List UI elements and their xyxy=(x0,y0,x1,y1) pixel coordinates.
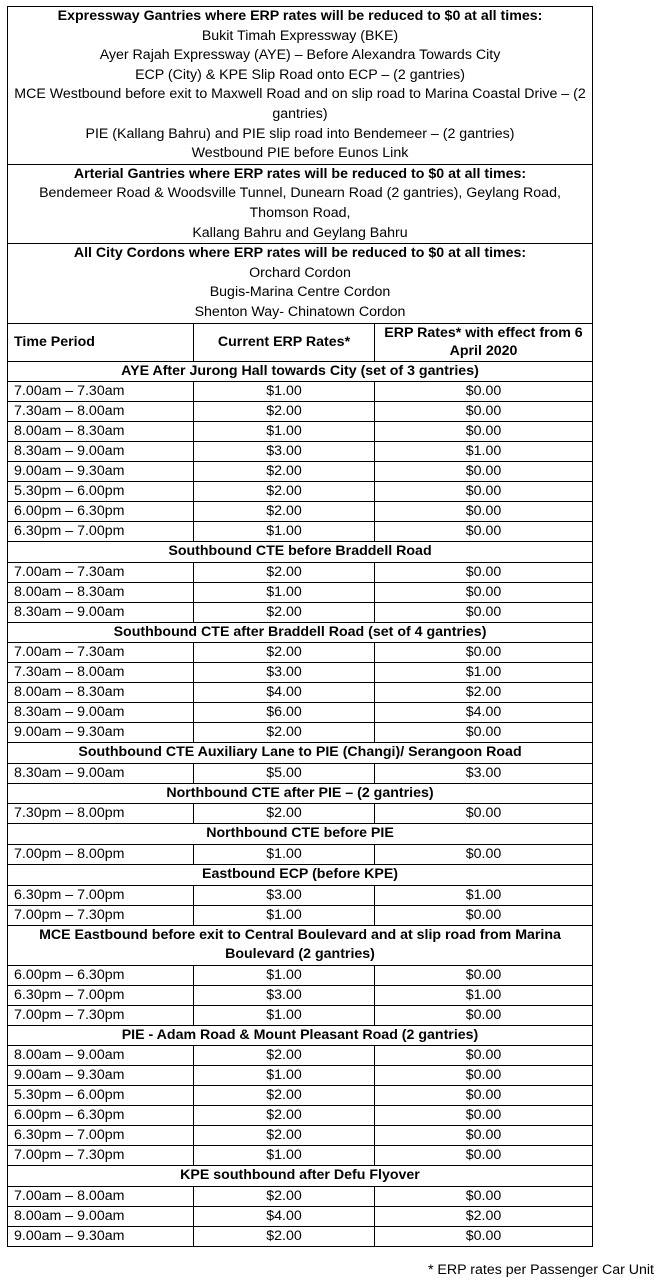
new-rate-cell: $0.00 xyxy=(375,522,593,542)
table-row xyxy=(8,1066,593,1086)
table-row xyxy=(8,985,593,1005)
section-title: AYE After Jurong Hall towards City (set of 3 gantries) xyxy=(8,361,593,382)
current-rate-cell: $2.00 xyxy=(194,562,375,582)
info-block-cell xyxy=(8,7,593,165)
new-rate-cell: $1.00 xyxy=(375,985,593,1005)
new-rate-cell: $0.00 xyxy=(375,1227,593,1247)
time-period-cell: 7.30am – 8.00am xyxy=(8,663,194,683)
time-period-cell: 8.00am – 9.00am xyxy=(8,1207,194,1227)
section-header-row xyxy=(8,542,593,563)
new-rate-cell: $0.00 xyxy=(375,562,593,582)
new-rate-cell: $0.00 xyxy=(375,905,593,925)
time-period-cell: 6.30pm – 7.00pm xyxy=(8,1126,194,1146)
current-rate-cell: $4.00 xyxy=(194,683,375,703)
section-title: Northbound CTE after PIE – (2 gantries) xyxy=(8,783,593,804)
info-block-title: All City Cordons where ERP rates will be reduced to $0 at all times: xyxy=(73,245,527,262)
table-row xyxy=(8,1187,593,1207)
time-period-cell: 9.00am – 9.30am xyxy=(8,723,194,743)
new-rate-cell: $0.00 xyxy=(375,643,593,663)
time-period-cell: 9.00am – 9.30am xyxy=(8,462,194,482)
current-rate-cell: $3.00 xyxy=(194,885,375,905)
table-row xyxy=(8,1106,593,1126)
column-header-new-rates: ERP Rates* with effect from 6 April 2020 xyxy=(375,323,593,361)
time-period-cell: 5.30pm – 6.00pm xyxy=(8,482,194,502)
info-block-line: MCE Westbound before exit to Maxwell Road and on slip road to Marina Coastal Drive – (2 gantries) xyxy=(14,86,586,122)
current-rate-cell: $1.00 xyxy=(194,965,375,985)
info-blocks xyxy=(8,7,593,324)
new-rate-cell: $0.00 xyxy=(375,723,593,743)
new-rate-cell: $0.00 xyxy=(375,804,593,824)
info-block xyxy=(8,7,593,165)
section-title: Southbound CTE before Braddell Road xyxy=(8,542,593,563)
section-title: KPE southbound after Defu Flyover xyxy=(8,1166,593,1187)
section-header-row xyxy=(8,1025,593,1046)
new-rate-cell: $0.00 xyxy=(375,965,593,985)
info-block-line: Bugis-Marina Centre Cordon xyxy=(209,284,391,301)
new-rate-cell: $0.00 xyxy=(375,1005,593,1025)
current-rate-cell: $2.00 xyxy=(194,643,375,663)
new-rate-cell: $0.00 xyxy=(375,845,593,865)
table-row xyxy=(8,522,593,542)
time-period-cell: 7.30pm – 8.00pm xyxy=(8,804,194,824)
info-block-title: Arterial Gantries where ERP rates will be reduced to $0 at all times: xyxy=(73,165,527,182)
time-period-cell: 8.00am – 9.00am xyxy=(8,1046,194,1066)
time-period-cell: 7.00pm – 8.00pm xyxy=(8,845,194,865)
table-header xyxy=(8,323,593,361)
new-rate-cell: $0.00 xyxy=(375,1066,593,1086)
new-rate-cell: $1.00 xyxy=(375,885,593,905)
table-row xyxy=(8,1086,593,1106)
time-period-cell: 7.00pm – 7.30pm xyxy=(8,1146,194,1166)
current-rate-cell: $2.00 xyxy=(194,1106,375,1126)
time-period-cell: 9.00am – 9.30am xyxy=(8,1066,194,1086)
footnote: * ERP rates per Passenger Car Unit xyxy=(427,1262,654,1278)
table-row xyxy=(8,643,593,663)
table-row xyxy=(8,1207,593,1227)
section-title: Eastbound ECP (before KPE) xyxy=(8,865,593,886)
time-period-cell: 8.00am – 8.30am xyxy=(8,422,194,442)
current-rate-cell: $2.00 xyxy=(194,482,375,502)
new-rate-cell: $0.00 xyxy=(375,462,593,482)
current-rate-cell: $1.00 xyxy=(194,1066,375,1086)
info-block-line: ECP (City) & KPE Slip Road onto ECP – (2 gantries) xyxy=(135,66,465,83)
current-rate-cell: $6.00 xyxy=(194,703,375,723)
info-block-line: Bendemeer Road & Woodsville Tunnel, Dunearn Road (2 gantries), Geylang Road, Thomson Road, xyxy=(39,185,561,221)
new-rate-cell: $0.00 xyxy=(375,502,593,522)
new-rate-cell: $0.00 xyxy=(375,482,593,502)
time-period-cell: 6.00pm – 6.30pm xyxy=(8,502,194,522)
time-period-cell: 8.00am – 8.30am xyxy=(8,683,194,703)
current-rate-cell: $1.00 xyxy=(194,905,375,925)
current-rate-cell: $3.00 xyxy=(194,985,375,1005)
table-row xyxy=(8,804,593,824)
info-block-line: Bukit Timah Expressway (BKE) xyxy=(201,27,399,44)
current-rate-cell: $3.00 xyxy=(194,663,375,683)
new-rate-cell: $0.00 xyxy=(375,402,593,422)
column-header-time-period: Time Period xyxy=(8,323,194,361)
time-period-cell: 7.00pm – 7.30pm xyxy=(8,905,194,925)
section-header-row xyxy=(8,925,593,965)
info-block-line: Shenton Way- Chinatown Cordon xyxy=(194,303,406,320)
table-row xyxy=(8,442,593,462)
section-title: MCE Eastbound before exit to Central Boulevard and at slip road from Marina Boulevard (2 gantries) xyxy=(8,925,593,965)
table-row xyxy=(8,1227,593,1247)
table-row xyxy=(8,382,593,402)
info-block-cell xyxy=(8,244,593,323)
current-rate-cell: $2.00 xyxy=(194,1187,375,1207)
table-row xyxy=(8,1005,593,1025)
time-period-cell: 7.00am – 7.30am xyxy=(8,562,194,582)
time-period-cell: 6.30pm – 7.00pm xyxy=(8,522,194,542)
info-block-cell xyxy=(8,164,593,243)
table-row xyxy=(8,462,593,482)
time-period-cell: 8.00am – 8.30am xyxy=(8,582,194,602)
info-block-line: Kallang Bahru and Geylang Bahru xyxy=(192,224,408,241)
new-rate-cell: $0.00 xyxy=(375,1046,593,1066)
table-row xyxy=(8,965,593,985)
table-row xyxy=(8,582,593,602)
time-period-cell: 6.30pm – 7.00pm xyxy=(8,985,194,1005)
section-title: Southbound CTE Auxiliary Lane to PIE (Changi)/ Serangoon Road xyxy=(8,743,593,764)
table-row xyxy=(8,1126,593,1146)
new-rate-cell: $4.00 xyxy=(375,703,593,723)
section-title: Northbound CTE before PIE xyxy=(8,824,593,845)
table-row xyxy=(8,703,593,723)
info-block-title: Expressway Gantries where ERP rates will be reduced to $0 at all times: xyxy=(57,8,543,24)
current-rate-cell: $2.00 xyxy=(194,1046,375,1066)
table-row xyxy=(8,502,593,522)
time-period-cell: 7.30am – 8.00am xyxy=(8,402,194,422)
table-row xyxy=(8,905,593,925)
info-block xyxy=(8,244,593,323)
section-header-row xyxy=(8,743,593,764)
section-header-row xyxy=(8,783,593,804)
new-rate-cell: $1.00 xyxy=(375,663,593,683)
table-row xyxy=(8,482,593,502)
time-period-cell: 6.30pm – 7.00pm xyxy=(8,885,194,905)
section-header-row xyxy=(8,1166,593,1187)
current-rate-cell: $2.00 xyxy=(194,804,375,824)
section-header-row xyxy=(8,824,593,845)
time-period-cell: 8.30am – 9.00am xyxy=(8,602,194,622)
table-row xyxy=(8,562,593,582)
table-row xyxy=(8,683,593,703)
table-row xyxy=(8,1046,593,1066)
new-rate-cell: $0.00 xyxy=(375,1106,593,1126)
current-rate-cell: $2.00 xyxy=(194,1086,375,1106)
time-period-cell: 7.00am – 7.30am xyxy=(8,643,194,663)
rate-sections xyxy=(8,361,593,1247)
current-rate-cell: $4.00 xyxy=(194,1207,375,1227)
new-rate-cell: $0.00 xyxy=(375,422,593,442)
time-period-cell: 7.00pm – 7.30pm xyxy=(8,1005,194,1025)
current-rate-cell: $1.00 xyxy=(194,582,375,602)
current-rate-cell: $2.00 xyxy=(194,1227,375,1247)
new-rate-cell: $0.00 xyxy=(375,602,593,622)
time-period-cell: 5.30pm – 6.00pm xyxy=(8,1086,194,1106)
table-row xyxy=(8,1146,593,1166)
current-rate-cell: $2.00 xyxy=(194,402,375,422)
new-rate-cell: $0.00 xyxy=(375,1126,593,1146)
erp-rates-table xyxy=(7,6,593,1247)
current-rate-cell: $1.00 xyxy=(194,382,375,402)
new-rate-cell: $0.00 xyxy=(375,1086,593,1106)
time-period-cell: 8.30am – 9.00am xyxy=(8,763,194,783)
info-block-line: PIE (Kallang Bahru) and PIE slip road into Bendemeer – (2 gantries) xyxy=(85,125,515,142)
current-rate-cell: $2.00 xyxy=(194,602,375,622)
time-period-cell: 7.00am – 8.00am xyxy=(8,1187,194,1207)
current-rate-cell: $1.00 xyxy=(194,1146,375,1166)
current-rate-cell: $2.00 xyxy=(194,502,375,522)
current-rate-cell: $1.00 xyxy=(194,1005,375,1025)
section-header-row xyxy=(8,865,593,886)
header-row xyxy=(8,323,593,361)
current-rate-cell: $2.00 xyxy=(194,723,375,743)
new-rate-cell: $2.00 xyxy=(375,1207,593,1227)
info-block-line: Ayer Rajah Expressway (AYE) – Before Alexandra Towards City xyxy=(99,47,501,64)
section-title: PIE - Adam Road & Mount Pleasant Road (2 gantries) xyxy=(8,1025,593,1046)
new-rate-cell: $0.00 xyxy=(375,382,593,402)
time-period-cell: 6.00pm – 6.30pm xyxy=(8,965,194,985)
time-period-cell: 8.30am – 9.00am xyxy=(8,442,194,462)
time-period-cell: 9.00am – 9.30am xyxy=(8,1227,194,1247)
new-rate-cell: $0.00 xyxy=(375,1187,593,1207)
new-rate-cell: $0.00 xyxy=(375,1146,593,1166)
section-title: Southbound CTE after Braddell Road (set of 4 gantries) xyxy=(8,622,593,643)
current-rate-cell: $5.00 xyxy=(194,763,375,783)
table-row xyxy=(8,663,593,683)
current-rate-cell: $2.00 xyxy=(194,1126,375,1146)
info-block-line: Orchard Cordon xyxy=(249,264,351,281)
new-rate-cell: $1.00 xyxy=(375,442,593,462)
erp-document xyxy=(7,6,592,1247)
table-row xyxy=(8,763,593,783)
info-block xyxy=(8,164,593,243)
section-header-row xyxy=(8,361,593,382)
new-rate-cell: $0.00 xyxy=(375,582,593,602)
table-row xyxy=(8,602,593,622)
time-period-cell: 7.00am – 7.30am xyxy=(8,382,194,402)
table-row xyxy=(8,885,593,905)
new-rate-cell: $3.00 xyxy=(375,763,593,783)
table-row xyxy=(8,402,593,422)
current-rate-cell: $2.00 xyxy=(194,462,375,482)
time-period-cell: 6.00pm – 6.30pm xyxy=(8,1106,194,1126)
current-rate-cell: $1.00 xyxy=(194,845,375,865)
table-row xyxy=(8,723,593,743)
current-rate-cell: $1.00 xyxy=(194,422,375,442)
column-header-current-rates: Current ERP Rates* xyxy=(194,323,375,361)
current-rate-cell: $3.00 xyxy=(194,442,375,462)
section-header-row xyxy=(8,622,593,643)
time-period-cell: 8.30am – 9.00am xyxy=(8,703,194,723)
table-row xyxy=(8,422,593,442)
new-rate-cell: $2.00 xyxy=(375,683,593,703)
info-block-line: Westbound PIE before Eunos Link xyxy=(191,145,409,162)
current-rate-cell: $1.00 xyxy=(194,522,375,542)
table-row xyxy=(8,845,593,865)
